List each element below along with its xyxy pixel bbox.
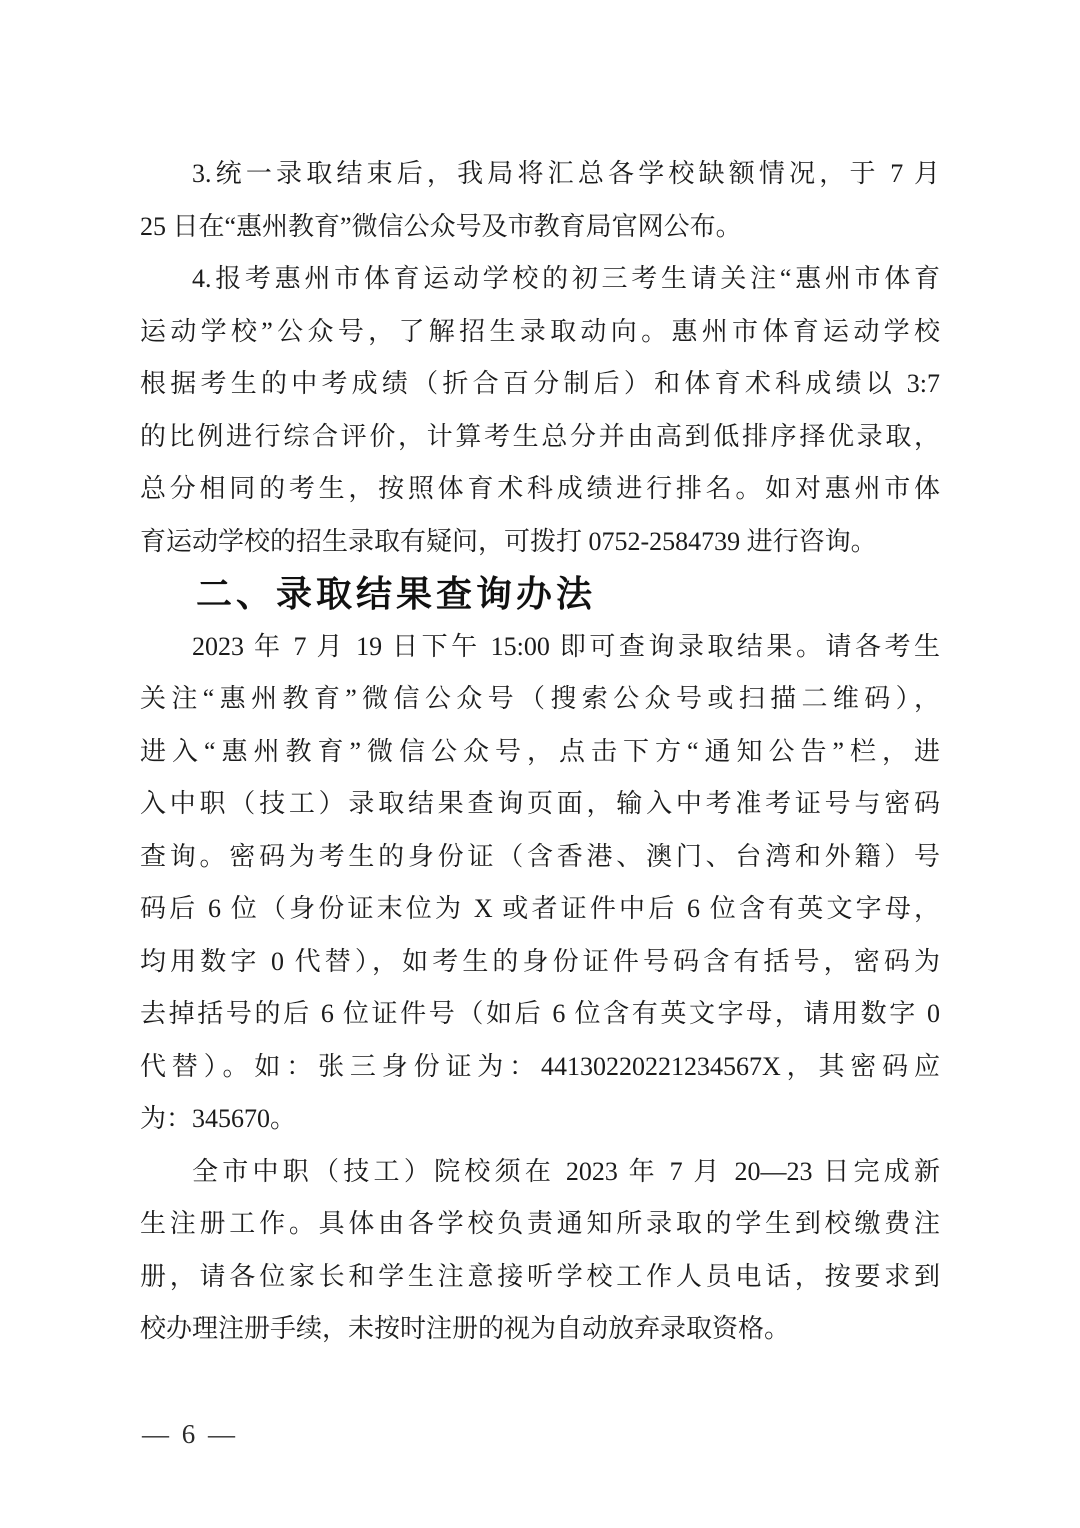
query-paragraph-line-6: 码后 6 位（身份证末位为 X 或者证件中后 6 位含有英文字母， — [140, 894, 940, 923]
query-paragraph-line-10: 为：345670。 — [140, 1104, 297, 1133]
query-paragraph-line-5: 查询。密码为考生的身份证（含香港、澳门、台湾和外籍）号 — [140, 841, 940, 871]
query-paragraph-line-7: 均用数字 0 代替），如考生的身份证件号码含有括号，密码为 — [140, 946, 940, 976]
paragraph-4-line-1: 4.报考惠州市体育运动学校的初三考生请关注“惠州市体育 — [192, 264, 940, 293]
query-paragraph-line-1: 2023 年 7 月 19 日下午 15:00 即可查询录取结果。请各考生 — [192, 631, 940, 661]
query-paragraph-line-9: 代替）。如：张三身份证为：44130220221234567X，其密码应 — [140, 1051, 940, 1081]
paragraph-4-line-3: 根据考生的中考成绩（折合百分制后）和体育术科成绩以 3:7 — [140, 369, 940, 398]
registration-paragraph-line-3: 册，请各位家长和学生注意接听学校工作人员电话，按要求到 — [140, 1261, 940, 1291]
registration-paragraph-line-2: 生注册工作。具体由各学校负责通知所录取的学生到校缴费注 — [140, 1209, 940, 1238]
paragraph-3-line-2: 25 日在“惠州教育”微信公众号及市教育局官网公布。 — [140, 211, 742, 241]
query-paragraph-line-8: 去掉括号的后 6 位证件号（如后 6 位含有英文字母，请用数字 0 — [140, 999, 940, 1028]
paragraph-4-line-4: 的比例进行综合评价，计算考生总分并由高到低排序择优录取， — [140, 421, 940, 451]
query-paragraph-line-4: 入中职（技工）录取结果查询页面，输入中考准考证号与密码 — [140, 789, 940, 818]
document-body — [140, 148, 940, 1356]
section-2-heading: 二、录取结果查询办法 — [196, 573, 597, 614]
paragraph-4-line-6: 育运动学校的招生录取有疑问，可拨打 0752-2584739 进行咨询。 — [140, 526, 877, 556]
registration-paragraph-line-1: 全市中职（技工）院校须在 2023 年 7 月 20—23 日完成新 — [192, 1156, 940, 1186]
query-paragraph-line-3: 进入“惠州教育”微信公众号，点击下方“通知公告”栏，进 — [140, 736, 940, 766]
page-number: — 6 — — [142, 1419, 238, 1449]
query-paragraph-line-2: 关注“惠州教育”微信公众号（搜索公众号或扫描二维码）， — [140, 684, 940, 713]
paragraph-4-line-2: 运动学校”公众号，了解招生录取动向。惠州市体育运动学校 — [140, 316, 940, 346]
registration-paragraph-line-4: 校办理注册手续，未按时注册的视为自动放弃录取资格。 — [140, 1314, 791, 1343]
paragraph-4-line-5: 总分相同的考生，按照体育术科成绩进行排名。如对惠州市体 — [140, 474, 940, 503]
paragraph-3-line-1: 3.统一录取结束后，我局将汇总各学校缺额情况，于 7 月 — [192, 159, 940, 188]
